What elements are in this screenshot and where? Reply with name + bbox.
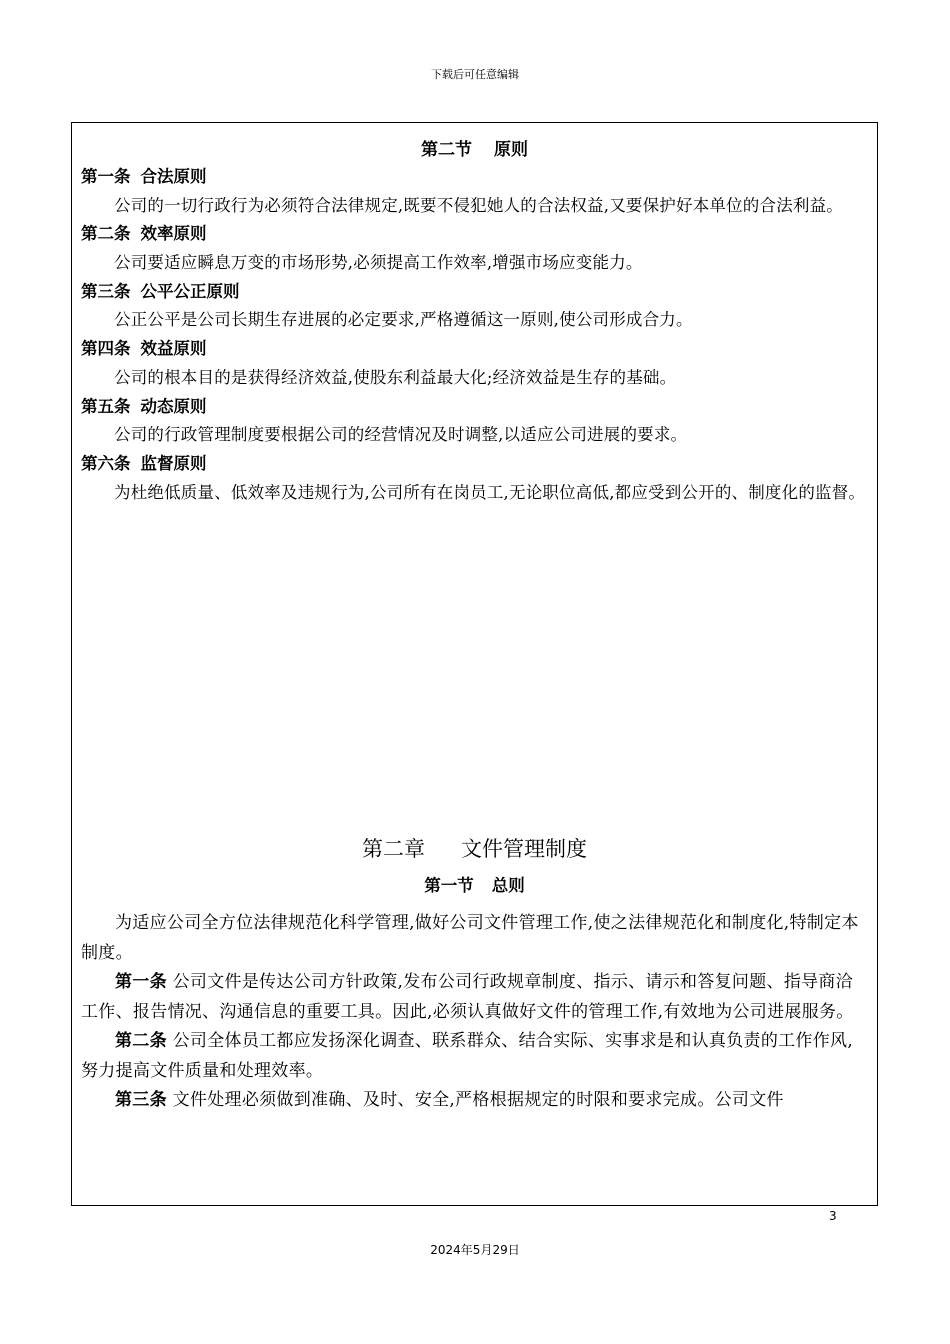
article-block bbox=[81, 335, 868, 392]
chapter-title bbox=[81, 829, 868, 869]
article-paragraph bbox=[81, 1027, 868, 1086]
article-block bbox=[81, 163, 868, 220]
document-frame bbox=[71, 122, 878, 1206]
section-label: 第一节 bbox=[424, 876, 474, 896]
article-title: 公平公正原则 bbox=[140, 281, 240, 301]
chapter-name: 文件管理制度 bbox=[461, 837, 587, 862]
article-heading bbox=[81, 450, 868, 479]
article-number: 第三条 bbox=[81, 281, 131, 301]
article-paragraph bbox=[81, 968, 868, 1027]
article-body: 文件处理必须做到准确、及时、安全,严格根据规定的时限和要求完成。公司文件 bbox=[172, 1090, 784, 1111]
article-body: 公司的行政管理制度要根据公司的经营情况及时调整,以适应公司进展的要求。 bbox=[114, 425, 688, 445]
article-number: 第四条 bbox=[81, 339, 131, 359]
article-body: 公司的根本目的是获得经济效益,使股东利益最大化;经济效益是生存的基础。 bbox=[114, 367, 677, 387]
article-heading bbox=[81, 393, 868, 422]
page-header: 下载后可任意编辑 bbox=[431, 68, 519, 81]
article-heading bbox=[81, 163, 868, 192]
page-footer: 2024年5月29日 bbox=[430, 1243, 520, 1257]
section-name: 总则 bbox=[491, 876, 525, 896]
article-body: 公司的一切行政行为必须符合法律规定,既要不侵犯她人的合法权益,又要保护好本单位的合法利益。 bbox=[114, 195, 843, 215]
article-title: 监督原则 bbox=[140, 453, 207, 473]
article-number: 第一条 bbox=[81, 167, 131, 186]
article-block bbox=[81, 450, 868, 507]
article-body: 公司文件是传达公司方针政策,发布公司行政规章制度、指示、请示和答复问题、指导商洽工作、报告情况、沟通信息的重要工具。因此,必须认真做好文件的管理工作,有效地为公司进展服务。 bbox=[81, 972, 854, 1022]
article-paragraph bbox=[81, 1086, 868, 1116]
article-title: 动态原则 bbox=[140, 396, 207, 416]
blank-space bbox=[81, 507, 868, 829]
article-heading bbox=[81, 278, 868, 307]
article-body: 公司要适应瞬息万变的市场形势,必须提高工作效率,增强市场应变能力。 bbox=[114, 253, 643, 273]
article-block bbox=[81, 278, 868, 335]
article-number: 第三条 bbox=[115, 1090, 167, 1111]
article-number: 第二条 bbox=[115, 1031, 167, 1052]
chapter-label: 第二章 bbox=[362, 837, 425, 862]
article-heading bbox=[81, 220, 868, 249]
article-block bbox=[81, 393, 868, 450]
section-title bbox=[81, 869, 868, 903]
article-body: 公司全体员工都应发扬深化调查、联系群众、结合实际、实事求是和认真负责的工作作风,努力提高文件质量和处理效率。 bbox=[81, 1031, 854, 1081]
page-number: 3 bbox=[829, 1209, 837, 1223]
article-heading bbox=[81, 335, 868, 364]
section-label: 第二节 bbox=[421, 140, 472, 160]
article-title: 效率原则 bbox=[140, 224, 207, 244]
article-title: 合法原则 bbox=[140, 167, 207, 186]
article-number: 第六条 bbox=[81, 453, 131, 473]
article-number: 第一条 bbox=[115, 972, 167, 993]
section-name: 原则 bbox=[494, 140, 528, 160]
article-number: 第二条 bbox=[81, 224, 131, 244]
article-body: 为杜绝低质量、低效率及违规行为,公司所有在岗员工,无论职位高低,都应受到公开的、制度化的监督。 bbox=[114, 482, 866, 502]
article-number: 第五条 bbox=[81, 396, 131, 416]
intro-paragraph: 为适应公司全方位法律规范化科学管理,做好公司文件管理工作,使之法律规范化和制度化,特制定本制度。 bbox=[81, 913, 859, 963]
section-title bbox=[81, 137, 868, 163]
article-body: 公正公平是公司长期生存进展的必定要求,严格遵循这一原则,使公司形成合力。 bbox=[114, 310, 693, 330]
article-title: 效益原则 bbox=[140, 339, 207, 359]
article-block bbox=[81, 220, 868, 277]
